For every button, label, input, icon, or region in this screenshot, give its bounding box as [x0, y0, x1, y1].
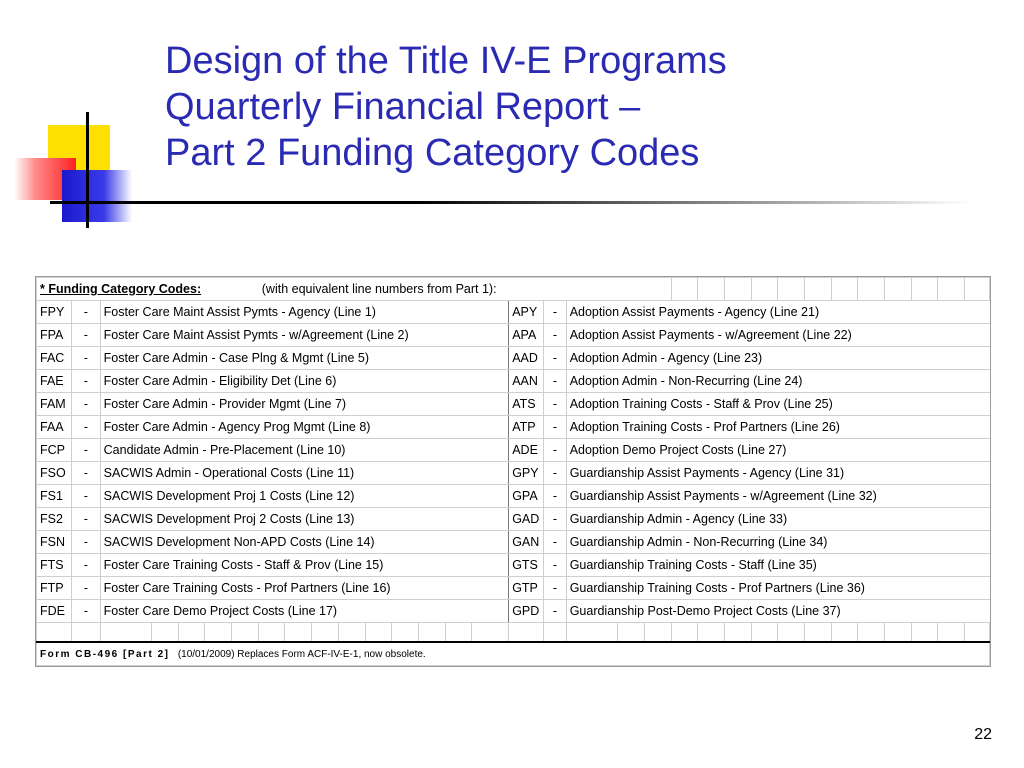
right-dash: -	[544, 554, 567, 577]
title-underline	[50, 201, 970, 204]
decor-blue-square	[62, 170, 132, 222]
left-description: Foster Care Demo Project Costs (Line 17)	[100, 600, 472, 623]
right-description: Adoption Demo Project Costs (Line 27)	[566, 439, 989, 462]
page-number: 22	[974, 726, 992, 743]
header-label-cell	[37, 278, 259, 301]
right-code: GAD	[509, 508, 544, 531]
title-line-1: Design of the Title IV-E Programs	[165, 40, 727, 82]
left-dash: -	[71, 462, 100, 485]
left-description: Foster Care Maint Assist Pymts - w/Agreement (Line 2)	[100, 324, 472, 347]
left-description: SACWIS Admin - Operational Costs (Line 11)	[100, 462, 472, 485]
left-description: Foster Care Admin - Provider Mgmt (Line 7)	[100, 393, 472, 416]
left-filler	[472, 439, 509, 462]
left-description: SACWIS Development Non-APD Costs (Line 14)	[100, 531, 472, 554]
table-row	[37, 301, 990, 324]
right-dash: -	[544, 347, 567, 370]
right-description: Guardianship Admin - Non-Recurring (Line 34)	[566, 531, 989, 554]
table-row	[37, 416, 990, 439]
right-description: Adoption Training Costs - Prof Partners (Line 26)	[566, 416, 989, 439]
right-code: GAN	[509, 531, 544, 554]
left-dash: -	[71, 508, 100, 531]
table-row	[37, 393, 990, 416]
right-description: Guardianship Admin - Agency (Line 33)	[566, 508, 989, 531]
table-row	[37, 485, 990, 508]
right-dash: -	[544, 324, 567, 347]
right-description: Guardianship Assist Payments - Agency (Line 31)	[566, 462, 989, 485]
right-description: Guardianship Training Costs - Prof Partners (Line 36)	[566, 577, 989, 600]
right-code: APA	[509, 324, 544, 347]
left-filler	[472, 554, 509, 577]
left-code: FS2	[37, 508, 72, 531]
left-description: Foster Care Admin - Case Plng & Mgmt (Line 5)	[100, 347, 472, 370]
left-code: FSO	[37, 462, 72, 485]
table-row	[37, 577, 990, 600]
left-filler	[472, 416, 509, 439]
title-line-3: Part 2 Funding Category Codes	[165, 132, 700, 174]
left-filler	[472, 324, 509, 347]
left-dash: -	[71, 485, 100, 508]
table-row	[37, 462, 990, 485]
right-code: GPY	[509, 462, 544, 485]
right-dash: -	[544, 600, 567, 623]
left-filler	[472, 462, 509, 485]
left-code: FTS	[37, 554, 72, 577]
left-code: FSN	[37, 531, 72, 554]
right-code: GTS	[509, 554, 544, 577]
right-description: Adoption Assist Payments - Agency (Line 21)	[566, 301, 989, 324]
footer-note: (10/01/2009) Replaces Form ACF-IV-E-1, now obsolete.	[177, 648, 426, 660]
left-filler	[472, 393, 509, 416]
left-filler	[472, 600, 509, 623]
header-label: * Funding Category Codes:	[40, 282, 202, 296]
left-filler	[472, 508, 509, 531]
left-description: Foster Care Training Costs - Staff & Prov (Line 15)	[100, 554, 472, 577]
table-row	[37, 439, 990, 462]
table-row	[37, 508, 990, 531]
left-code: FTP	[37, 577, 72, 600]
left-code: FPA	[37, 324, 72, 347]
left-dash: -	[71, 439, 100, 462]
footer-cell	[37, 642, 990, 666]
right-code: AAN	[509, 370, 544, 393]
left-description: Foster Care Admin - Agency Prog Mgmt (Line 8)	[100, 416, 472, 439]
left-description: SACWIS Development Proj 1 Costs (Line 12)	[100, 485, 472, 508]
header-note-cell	[258, 278, 644, 301]
left-code: FAC	[37, 347, 72, 370]
right-description: Adoption Training Costs - Staff & Prov (Line 25)	[566, 393, 989, 416]
left-dash: -	[71, 554, 100, 577]
table-header-row	[37, 278, 990, 301]
right-dash: -	[544, 370, 567, 393]
left-dash: -	[71, 600, 100, 623]
left-filler	[472, 577, 509, 600]
left-dash: -	[71, 393, 100, 416]
table-row	[37, 554, 990, 577]
left-filler	[472, 485, 509, 508]
title-line-2: Quarterly Financial Report –	[165, 86, 641, 128]
left-description: Candidate Admin - Pre-Placement (Line 10)	[100, 439, 472, 462]
left-description: Foster Care Training Costs - Prof Partners (Line 16)	[100, 577, 472, 600]
table-row	[37, 324, 990, 347]
right-code: AAD	[509, 347, 544, 370]
right-description: Adoption Assist Payments - w/Agreement (Line 22)	[566, 324, 989, 347]
table-row	[37, 531, 990, 554]
right-dash: -	[544, 577, 567, 600]
left-dash: -	[71, 301, 100, 324]
right-code: APY	[509, 301, 544, 324]
table-row	[37, 600, 990, 623]
left-description: SACWIS Development Proj 2 Costs (Line 13)	[100, 508, 472, 531]
right-dash: -	[544, 416, 567, 439]
right-description: Guardianship Training Costs - Staff (Line 35)	[566, 554, 989, 577]
table-row	[37, 370, 990, 393]
left-code: FPY	[37, 301, 72, 324]
left-description: Foster Care Maint Assist Pymts - Agency (Line 1)	[100, 301, 472, 324]
left-filler	[472, 531, 509, 554]
right-dash: -	[544, 301, 567, 324]
left-code: FCP	[37, 439, 72, 462]
right-dash: -	[544, 508, 567, 531]
right-code: GPA	[509, 485, 544, 508]
left-code: FAM	[37, 393, 72, 416]
left-dash: -	[71, 370, 100, 393]
right-dash: -	[544, 462, 567, 485]
funding-codes-table	[35, 276, 991, 667]
right-description: Adoption Admin - Non-Recurring (Line 24)	[566, 370, 989, 393]
decor-vertical-line	[86, 112, 89, 228]
right-dash: -	[544, 531, 567, 554]
left-code: FAA	[37, 416, 72, 439]
footer-form-id: Form CB-496 [Part 2]	[40, 648, 170, 660]
left-dash: -	[71, 416, 100, 439]
table-row	[37, 347, 990, 370]
footer-row	[37, 642, 990, 666]
left-code: FS1	[37, 485, 72, 508]
left-filler	[472, 347, 509, 370]
left-dash: -	[71, 324, 100, 347]
right-code: ATS	[509, 393, 544, 416]
left-dash: -	[71, 577, 100, 600]
right-description: Guardianship Post-Demo Project Costs (Line 37)	[566, 600, 989, 623]
empty-row	[37, 623, 990, 643]
header-note: (with equivalent line numbers from Part 1):	[261, 282, 497, 296]
right-dash: -	[544, 439, 567, 462]
slide-title	[165, 38, 727, 176]
right-dash: -	[544, 393, 567, 416]
right-code: ATP	[509, 416, 544, 439]
right-code: GPD	[509, 600, 544, 623]
left-dash: -	[71, 531, 100, 554]
left-description: Foster Care Admin - Eligibility Det (Line 6)	[100, 370, 472, 393]
right-description: Guardianship Assist Payments - w/Agreement (Line 32)	[566, 485, 989, 508]
right-dash: -	[544, 485, 567, 508]
left-filler	[472, 370, 509, 393]
right-code: GTP	[509, 577, 544, 600]
right-code: ADE	[509, 439, 544, 462]
left-dash: -	[71, 347, 100, 370]
left-code: FAE	[37, 370, 72, 393]
right-description: Adoption Admin - Agency (Line 23)	[566, 347, 989, 370]
left-code: FDE	[37, 600, 72, 623]
left-filler	[472, 301, 509, 324]
